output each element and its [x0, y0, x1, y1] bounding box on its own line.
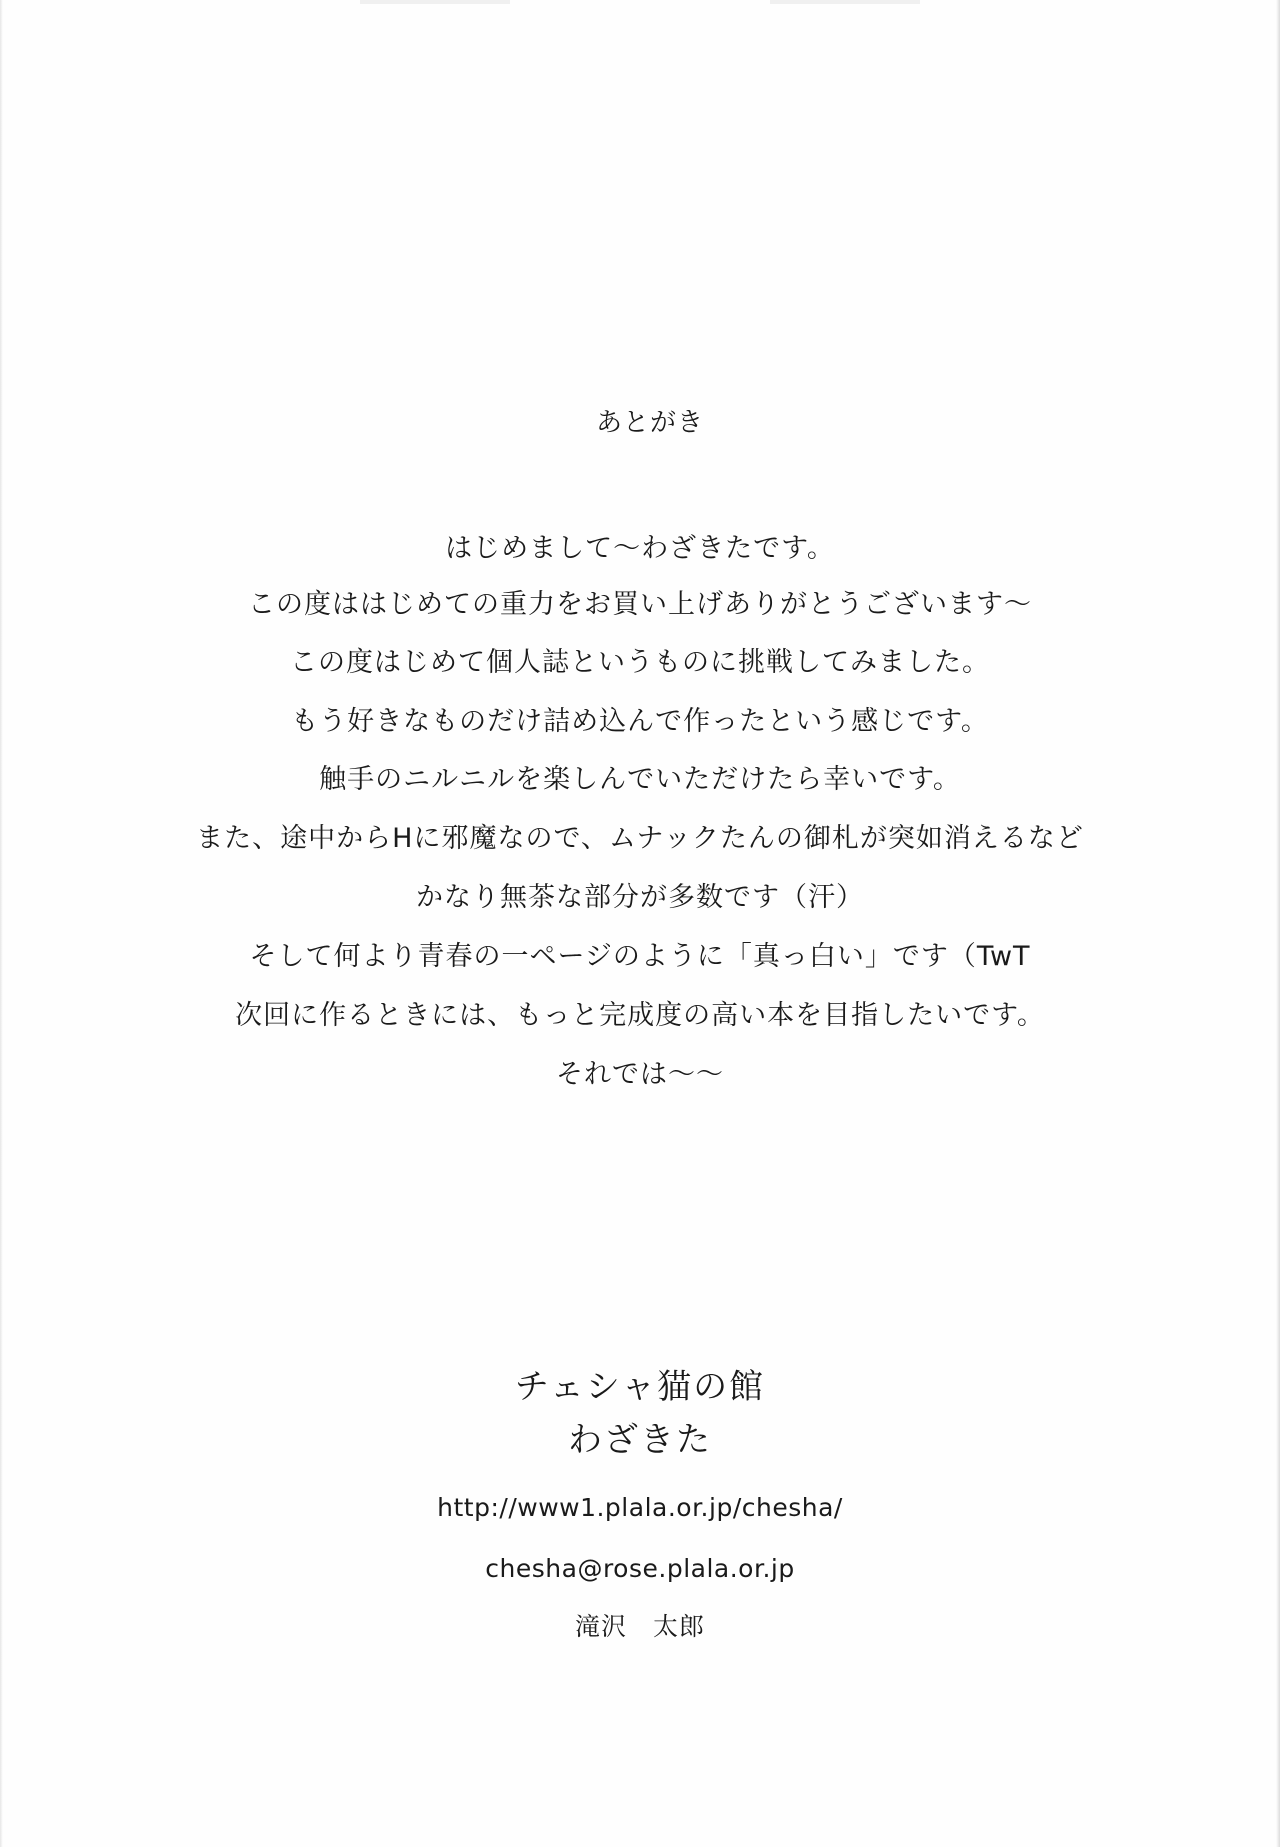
bleed-mark-right [770, 0, 920, 4]
author-name: わざきた [568, 1420, 712, 1460]
email-link[interactable]: chesha@rose.plala.or.jp [485, 1554, 795, 1583]
circle-name: チェシャ猫の館 [514, 1367, 766, 1407]
afterword-line: この度はじめて個人誌というものに挑戦してみました。 [290, 647, 990, 678]
credit-name: 滝沢 太郎 [574, 1612, 705, 1641]
afterword-line: それでは～～ [556, 1059, 724, 1090]
afterword-title: あとがき [595, 408, 704, 438]
afterword-line: また、途中からHに邪魔なので、ムナックたんの御札が突如消えるなど [196, 823, 1084, 854]
afterword-line: そして何より青春の一ページのように「真っ白い」です（TwT [249, 941, 1031, 972]
afterword-line: かなり無茶な部分が多数です（汗） [416, 882, 864, 913]
afterword-line: 触手のニルニルを楽しんでいただけたら幸いです。 [319, 764, 961, 795]
afterword-line: もう好きなものだけ詰め込んで作ったという感じです。 [291, 706, 989, 737]
bleed-mark-left [360, 0, 510, 4]
afterword-line: この度ははじめての重力をお買い上げありがとうございます～ [248, 589, 1032, 620]
website-link[interactable]: http://www1.plala.or.jp/chesha/ [437, 1493, 843, 1522]
afterword-line: はじめまして～わざきたです。 [445, 533, 835, 564]
afterword-line: 次回に作るときには、もっと完成度の高い本を目指したいです。 [235, 1000, 1045, 1031]
